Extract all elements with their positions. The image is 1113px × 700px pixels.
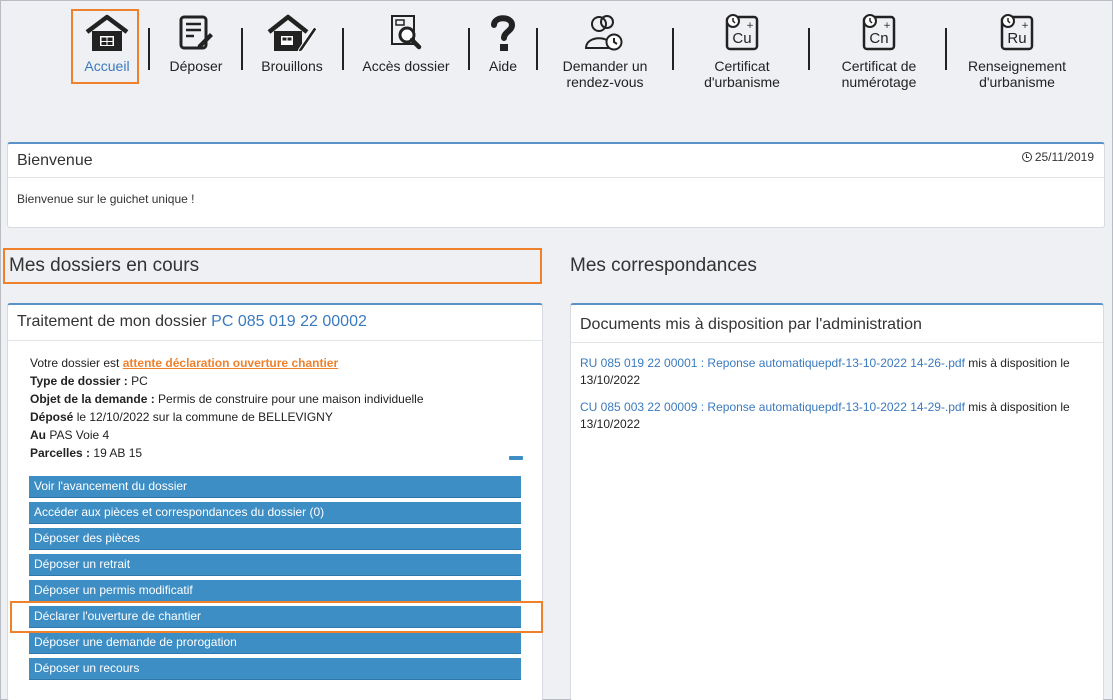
date-text: 25/11/2019 [1034, 150, 1094, 164]
toolbar-label: Accueil [84, 58, 130, 74]
svg-text:+: + [746, 21, 754, 31]
parcels-value: 19 AB 15 [93, 446, 143, 460]
dossier-status-line [30, 354, 542, 372]
parcels-label: Parcelles : [30, 446, 91, 460]
welcome-message: Bienvenue sur le guichet unique ! [17, 192, 195, 206]
toolbar-acces-dossier[interactable] [358, 13, 454, 74]
dossiers-section-title: Mes dossiers en cours [9, 255, 200, 276]
toolbar-label: Demander un rendez-vous [562, 58, 648, 90]
correspondances-section-title: Mes correspondances [570, 255, 757, 276]
action-recours-button[interactable]: Déposer un recours [29, 658, 521, 680]
welcome-date [1022, 150, 1094, 164]
dossier-actions [29, 476, 521, 684]
correspondances-panel-header [571, 305, 1103, 343]
appointment-icon [583, 13, 627, 53]
certificate-badge: Cu [732, 30, 752, 47]
object-value: Permis de construire pour une maison individuelle [158, 392, 424, 406]
action-permis-modificatif-button[interactable]: Déposer un permis modificatif [29, 580, 521, 602]
toolbar-separator [148, 28, 150, 70]
toolbar-separator [672, 28, 674, 70]
toolbar-separator [241, 28, 243, 70]
type-value: PC [131, 374, 148, 388]
toolbar-label: Aide [488, 58, 518, 74]
action-deposer-retrait-button[interactable]: Déposer un retrait [29, 554, 521, 576]
deposit-label: Déposé [30, 410, 74, 424]
action-prorogation-button[interactable]: Déposer une demande de prorogation [29, 632, 521, 654]
action-deposer-pieces-button[interactable]: Déposer des pièces [29, 528, 521, 550]
svg-text:+: + [883, 21, 891, 31]
toolbar-label: Brouillons [261, 58, 323, 74]
toolbar-separator [945, 28, 947, 70]
dossier-details [8, 341, 542, 462]
welcome-panel [7, 142, 1105, 228]
certificate-badge: Ru [1007, 30, 1027, 47]
action-acceder-pieces-button[interactable]: Accéder aux pièces et correspondances du dossier (0) [29, 502, 521, 524]
clock-icon [1022, 152, 1032, 162]
certificate-badge: Cn [869, 30, 889, 47]
toolbar-rendez-vous[interactable] [557, 13, 653, 90]
type-label: Type de dossier : [30, 374, 128, 388]
dossier-panel-title: Traitement de mon dossier [17, 313, 207, 330]
toolbar-home[interactable] [79, 13, 135, 74]
toolbar-separator [468, 28, 470, 70]
action-voir-avancement-button[interactable]: Voir l'avancement du dossier [29, 476, 521, 498]
document-availability: mis à disposition le 13/10/2022 [580, 356, 1070, 387]
help-icon [488, 13, 518, 53]
main-toolbar [1, 1, 1112, 101]
welcome-header [8, 144, 1104, 178]
dossier-panel-header [8, 305, 542, 341]
search-file-icon [386, 13, 426, 53]
toolbar-certificat-urbanisme[interactable] [694, 13, 790, 90]
toolbar-separator [342, 28, 344, 70]
draft-house-icon [266, 13, 318, 53]
toolbar-certificat-numerotage[interactable] [831, 13, 927, 90]
dossier-object-line [30, 390, 542, 408]
dossier-type-line [30, 372, 542, 390]
welcome-title: Bienvenue [17, 152, 93, 169]
correspondances-panel [570, 303, 1104, 700]
toolbar-brouillons[interactable] [257, 13, 327, 74]
toolbar-aide[interactable] [484, 13, 522, 74]
toolbar-deposer[interactable] [165, 13, 227, 74]
correspondances-panel-title: Documents mis à disposition par l'administration [580, 316, 922, 333]
toolbar-label: Certificat de numérotage [841, 58, 917, 90]
action-ouverture-chantier-button[interactable]: Déclarer l'ouverture de chantier [29, 606, 521, 628]
address-label: Au [30, 428, 46, 442]
dossier-deposit-line [30, 408, 542, 426]
home-icon [84, 13, 130, 53]
toolbar-separator [808, 28, 810, 70]
dossier-number-link[interactable]: PC 085 019 22 00002 [211, 313, 367, 330]
deposit-form-icon [176, 13, 216, 53]
document-availability: mis à disposition le 13/10/2022 [580, 400, 1070, 431]
dossier-panel [7, 303, 543, 700]
collapse-button[interactable] [509, 456, 523, 460]
list-item [580, 355, 1094, 389]
toolbar-label: Déposer [169, 58, 223, 74]
document-list [571, 343, 1103, 433]
deposit-value: le 12/10/2022 sur la commune de BELLEVIGNY [76, 410, 333, 424]
toolbar-renseignement-urbanisme[interactable] [963, 13, 1071, 90]
document-link[interactable]: CU 085 003 22 00009 : Reponse automatiquepdf-13-10-2022 14-29-.pdf [580, 400, 965, 414]
dossier-status-link[interactable]: attente déclaration ouverture chantier [122, 356, 339, 370]
dossier-address-line [30, 426, 542, 444]
document-link[interactable]: RU 085 019 22 00001 : Reponse automatiquepdf-13-10-2022 14-26-.pdf [580, 356, 965, 370]
dossier-parcels-line [30, 444, 542, 462]
svg-text:+: + [1021, 21, 1029, 31]
toolbar-label: Accès dossier [362, 58, 450, 74]
list-item [580, 399, 1094, 433]
object-label: Objet de la demande : [30, 392, 155, 406]
toolbar-label: Certificat d'urbanisme [704, 58, 780, 90]
toolbar-label: Renseignement d'urbanisme [967, 58, 1067, 90]
status-prefix: Votre dossier est [30, 356, 120, 370]
address-value: PAS Voie 4 [49, 428, 110, 442]
toolbar-separator [536, 28, 538, 70]
